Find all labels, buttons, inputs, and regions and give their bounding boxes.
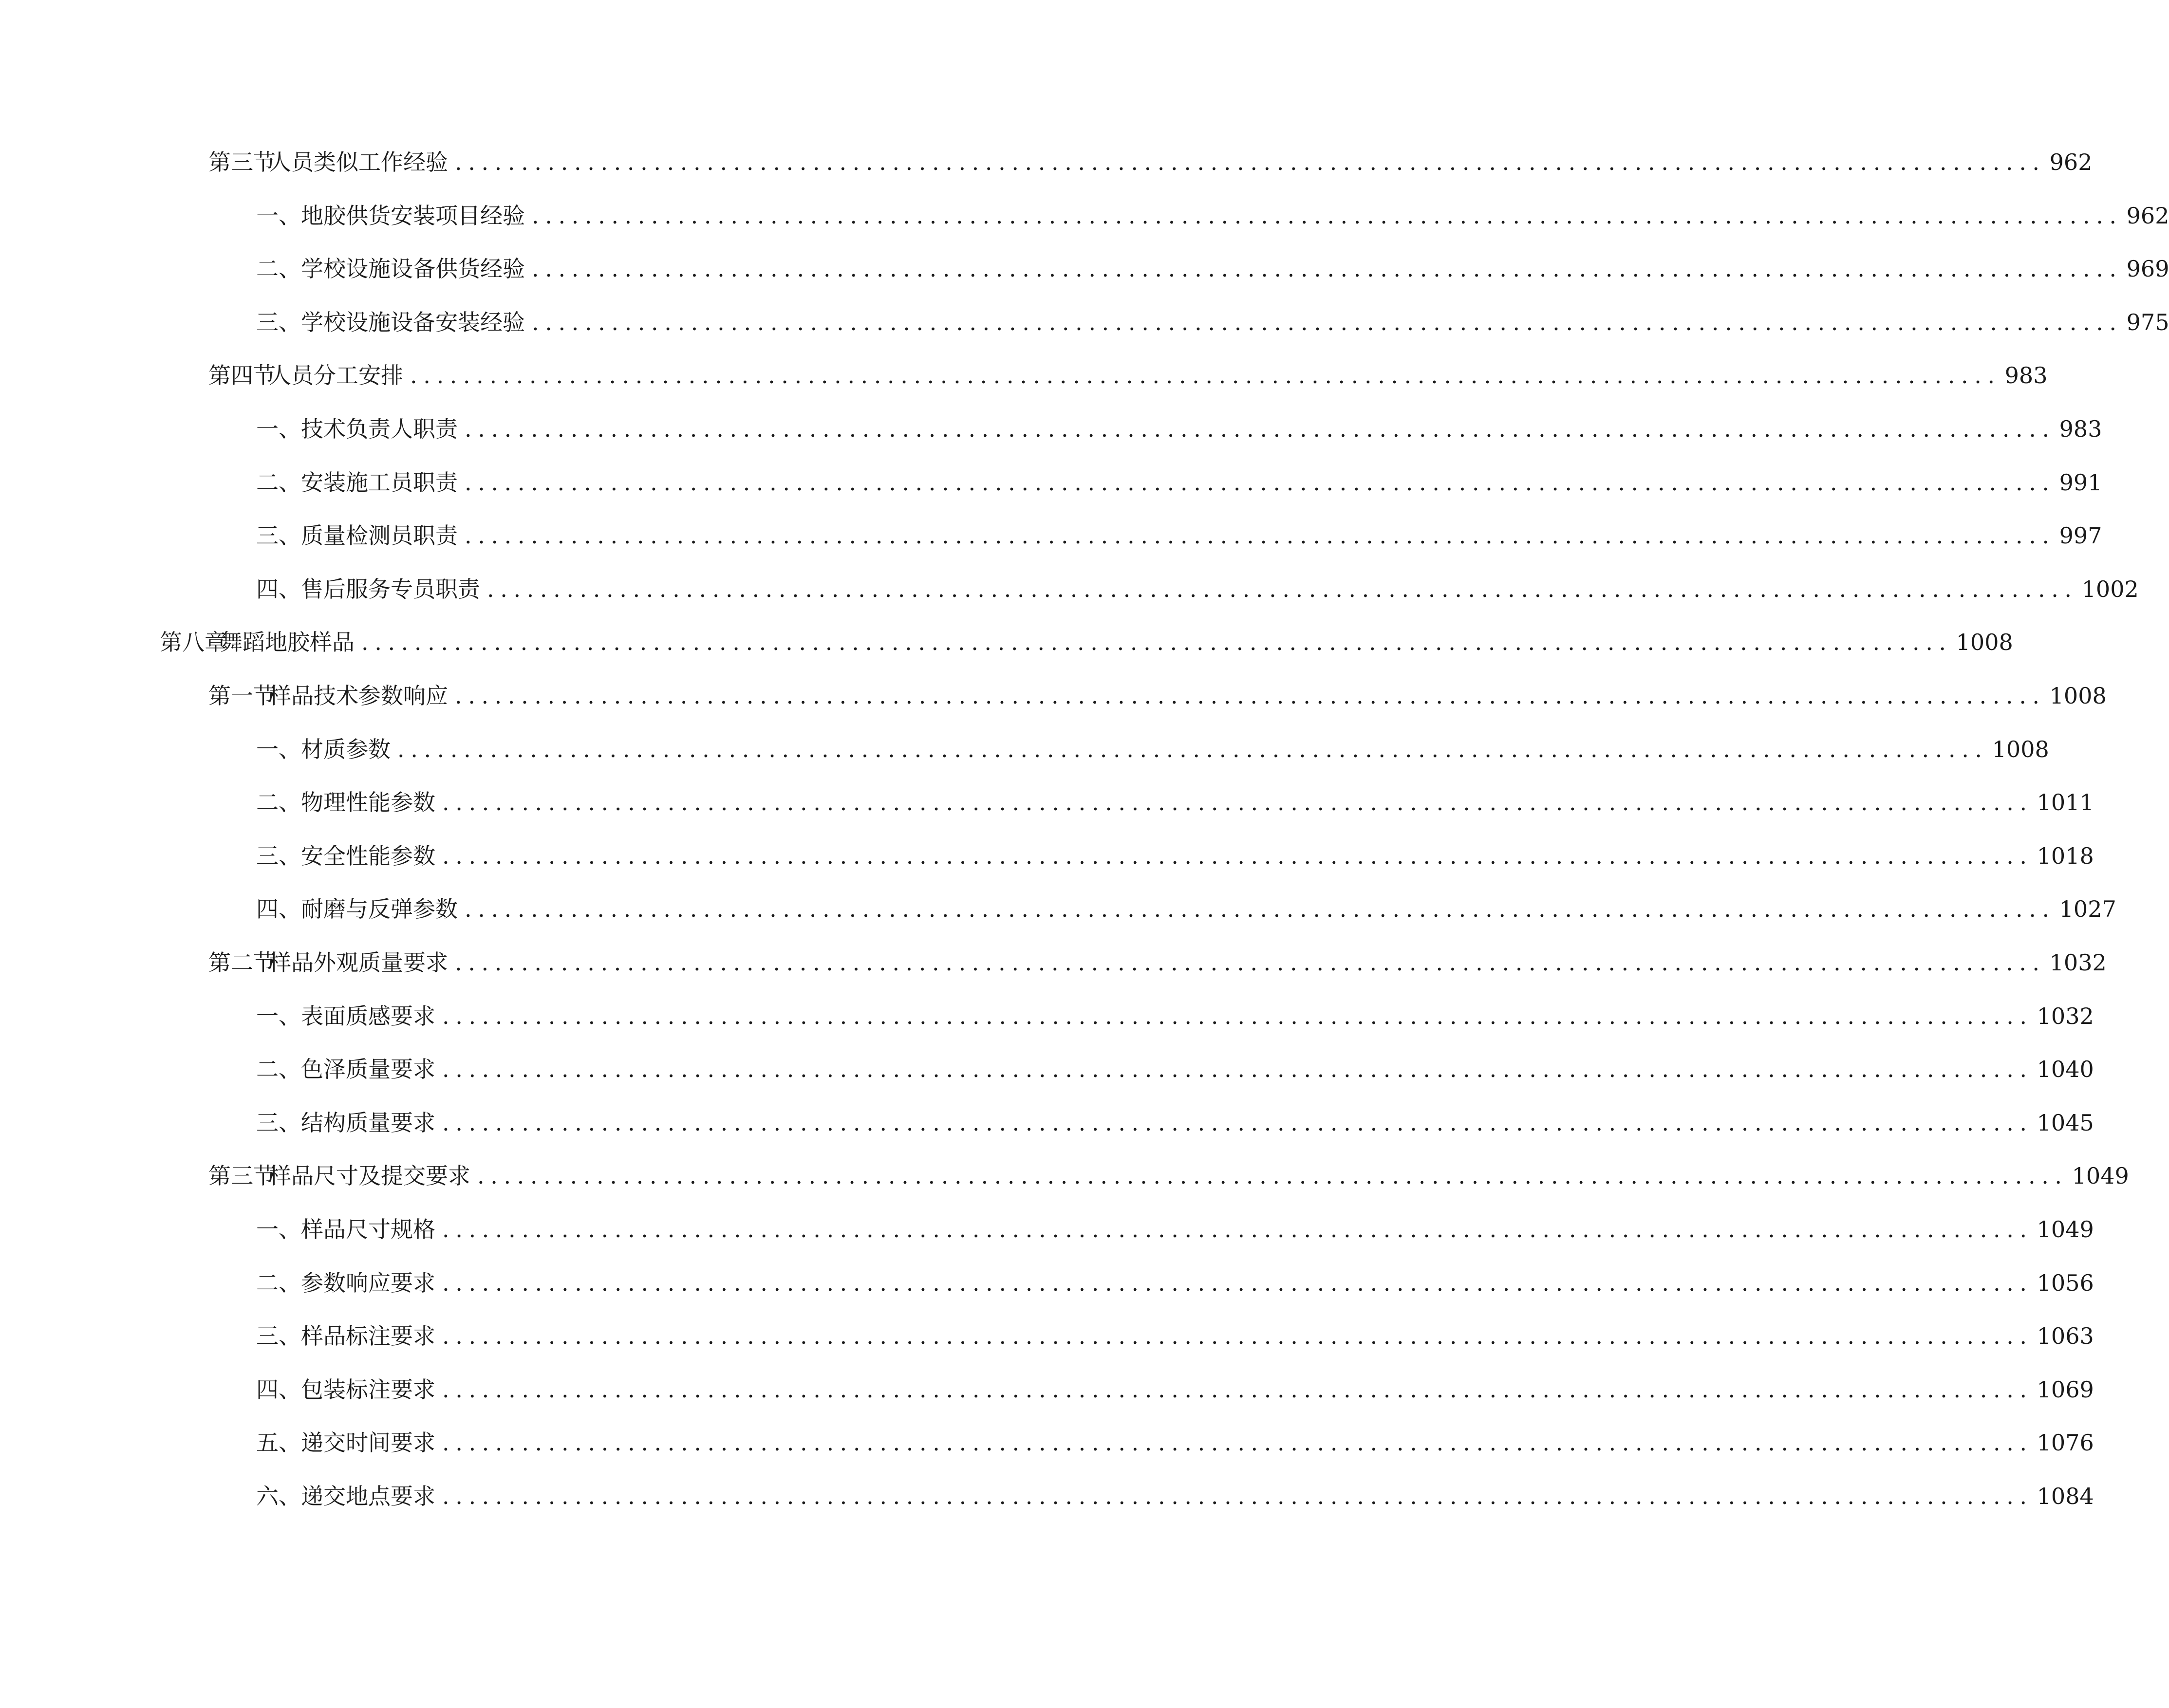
toc-entry-title: 表面质感要求 xyxy=(301,1003,435,1029)
toc-entry-number: 二、 xyxy=(256,789,301,816)
toc-entry[interactable] xyxy=(256,249,2169,288)
toc-entry[interactable] xyxy=(208,676,2107,715)
toc-entry-number: 六、 xyxy=(256,1483,301,1509)
toc-leader-dots: ........................................................................................................................ xyxy=(397,736,1988,762)
toc-leader-dots: ........................................................................................................................ xyxy=(465,469,2056,496)
toc-entry-number: 四、 xyxy=(256,576,301,602)
toc-leader-dots: ........................................................................................................................ xyxy=(465,522,2056,549)
toc-leader-dots: ........................................................................................................................ xyxy=(442,1056,2033,1083)
toc-entry-number: 四、 xyxy=(256,1376,301,1403)
toc-entry-page: 1008 xyxy=(1956,629,2013,656)
toc-entry-number: 第四节 xyxy=(208,362,276,389)
toc-entry-title: 地胶供货安装项目经验 xyxy=(301,202,525,229)
toc-entry-title: 学校设施设备供货经验 xyxy=(301,256,525,282)
toc-leader-dots: ........................................................................................................................ xyxy=(442,1376,2033,1403)
toc-entry-page: 1040 xyxy=(2037,1056,2094,1083)
toc-entry-number: 第一节 xyxy=(208,683,276,709)
toc-entry-page: 1002 xyxy=(2081,576,2139,602)
toc-entry[interactable] xyxy=(208,143,2093,182)
toc-entry[interactable] xyxy=(256,730,2049,769)
toc-entry[interactable] xyxy=(256,836,2094,875)
toc-entry-page: 1056 xyxy=(2037,1269,2094,1296)
toc-entry-title: 售后服务专员职责 xyxy=(301,576,480,602)
toc-entry-title: 结构质量要求 xyxy=(301,1109,435,1136)
toc-entry-title: 安全性能参数 xyxy=(301,842,435,869)
toc-entry-page: 962 xyxy=(2049,149,2093,175)
toc-entry-title: 参数响应要求 xyxy=(301,1269,435,1296)
toc-leader-dots: ........................................................................................................................ xyxy=(442,1323,2033,1350)
toc-entry-page: 1063 xyxy=(2037,1323,2094,1350)
toc-leader-dots: ........................................................................................................................ xyxy=(442,1269,2033,1296)
toc-entry-page: 997 xyxy=(2059,522,2102,549)
toc-entry-number: 第二节 xyxy=(208,949,276,976)
toc-entry-page: 1032 xyxy=(2049,949,2107,976)
toc-entry-page: 983 xyxy=(2004,362,2048,389)
toc-entry-page: 1018 xyxy=(2037,842,2094,869)
toc-entry-page: 1011 xyxy=(2037,789,2094,816)
toc-entry-page: 983 xyxy=(2059,416,2102,442)
toc-leader-dots: ........................................................................................................................ xyxy=(442,1483,2033,1509)
toc-entry-title: 物理性能参数 xyxy=(301,789,435,816)
toc-leader-dots: ........................................................................................................................ xyxy=(477,1163,2068,1189)
toc-entry[interactable] xyxy=(256,303,2169,342)
toc-entry-title: 递交地点要求 xyxy=(301,1483,435,1509)
toc-entry-page: 1084 xyxy=(2037,1483,2094,1509)
toc-entry[interactable] xyxy=(256,890,2116,928)
toc-entry-number: 第八章 xyxy=(160,629,227,656)
toc-leader-dots: ........................................................................................................................ xyxy=(487,576,2078,602)
toc-entry[interactable] xyxy=(256,1317,2094,1355)
toc-entry-page: 1069 xyxy=(2037,1376,2094,1403)
toc-entry-number: 一、 xyxy=(256,416,301,442)
toc-leader-dots: ........................................................................................................................ xyxy=(410,362,2001,389)
toc-entry[interactable] xyxy=(256,783,2094,822)
toc-entry-page: 969 xyxy=(2126,256,2169,282)
toc-entry-number: 第三节 xyxy=(208,1163,276,1189)
toc-entry-number: 三、 xyxy=(256,1109,301,1136)
toc-leader-dots: ........................................................................................................................ xyxy=(442,842,2033,869)
toc-entry-page: 1027 xyxy=(2059,896,2116,923)
toc-leader-dots: ........................................................................................................................ xyxy=(532,202,2123,229)
toc-entry[interactable] xyxy=(256,516,2102,555)
toc-entry-page: 1008 xyxy=(1992,736,2049,762)
toc-entry-title: 样品尺寸及提交要求 xyxy=(269,1163,470,1189)
toc-entry-page: 975 xyxy=(2126,309,2169,335)
toc-entry-title: 色泽质量要求 xyxy=(301,1056,435,1083)
toc-leader-dots: ........................................................................................................................ xyxy=(465,416,2056,442)
toc-entry[interactable] xyxy=(208,1156,2129,1195)
toc-entry-title: 材质参数 xyxy=(301,736,391,762)
toc-leader-dots: ........................................................................................................................ xyxy=(455,949,2046,976)
toc-entry-page: 1045 xyxy=(2037,1109,2094,1136)
toc-entry[interactable] xyxy=(256,1103,2094,1142)
toc-entry-title: 耐磨与反弹参数 xyxy=(301,896,458,923)
toc-entry-title: 样品技术参数响应 xyxy=(269,683,448,709)
toc-entry[interactable] xyxy=(256,196,2169,235)
toc-entry[interactable] xyxy=(256,1263,2094,1302)
toc-entry-number: 二、 xyxy=(256,469,301,496)
toc-entry-title: 学校设施设备安装经验 xyxy=(301,309,525,335)
toc-entry-title: 样品标注要求 xyxy=(301,1323,435,1350)
toc-entry-page: 1076 xyxy=(2037,1430,2094,1456)
toc-entry[interactable] xyxy=(256,1050,2094,1089)
toc-leader-dots: ........................................................................................................................ xyxy=(442,1109,2033,1136)
toc-leader-dots: ........................................................................................................................ xyxy=(465,896,2056,923)
toc-entry[interactable] xyxy=(256,409,2102,448)
toc-entry-number: 二、 xyxy=(256,1269,301,1296)
toc-entry-title: 技术负责人职责 xyxy=(301,416,458,442)
toc-entry-number: 五、 xyxy=(256,1430,301,1456)
toc-entry-page: 1032 xyxy=(2037,1003,2094,1029)
toc-entry-title: 人员分工安排 xyxy=(269,362,403,389)
toc-leader-dots: ........................................................................................................................ xyxy=(361,629,1952,656)
toc-entry[interactable] xyxy=(256,1210,2094,1249)
toc-leader-dots: ........................................................................................................................ xyxy=(532,309,2123,335)
toc-entry-number: 一、 xyxy=(256,202,301,229)
toc-entry[interactable] xyxy=(256,1477,2094,1516)
toc-leader-dots: ........................................................................................................................ xyxy=(455,683,2046,709)
toc-entry[interactable] xyxy=(256,570,2139,609)
toc-entry-page: 1008 xyxy=(2049,683,2107,709)
toc-entry-number: 三、 xyxy=(256,522,301,549)
toc-entry-page: 1049 xyxy=(2072,1163,2129,1189)
toc-leader-dots: ........................................................................................................................ xyxy=(442,1430,2033,1456)
toc-entry-number: 一、 xyxy=(256,1003,301,1029)
toc-entry-title: 舞蹈地胶样品 xyxy=(220,629,355,656)
toc-entry[interactable] xyxy=(256,1370,2094,1409)
toc-entry-title: 质量检测员职责 xyxy=(301,522,458,549)
toc-entry-title: 递交时间要求 xyxy=(301,1430,435,1456)
toc-leader-dots: ........................................................................................................................ xyxy=(532,256,2123,282)
toc-entry-title: 包装标注要求 xyxy=(301,1376,435,1403)
toc-entry[interactable] xyxy=(256,463,2102,502)
toc-entry-number: 四、 xyxy=(256,896,301,923)
toc-entry-number: 二、 xyxy=(256,256,301,282)
toc-entry-number: 三、 xyxy=(256,842,301,869)
toc-entry-page: 991 xyxy=(2059,469,2102,496)
toc-entry[interactable] xyxy=(208,356,2048,395)
toc-entry[interactable] xyxy=(256,997,2094,1036)
toc-entry[interactable] xyxy=(208,943,2107,982)
toc-entry-title: 人员类似工作经验 xyxy=(269,149,448,175)
toc-entry-number: 二、 xyxy=(256,1056,301,1083)
toc-entry-number: 一、 xyxy=(256,736,301,762)
toc-entry-number: 三、 xyxy=(256,1323,301,1350)
toc-entry-title: 样品尺寸规格 xyxy=(301,1216,435,1243)
toc-entry[interactable] xyxy=(160,623,2013,662)
toc-leader-dots: ........................................................................................................................ xyxy=(442,1003,2033,1029)
toc-entry-number: 第三节 xyxy=(208,149,276,175)
toc-leader-dots: ........................................................................................................................ xyxy=(442,789,2033,816)
toc-entry-title: 安装施工员职责 xyxy=(301,469,458,496)
toc-leader-dots: ........................................................................................................................ xyxy=(455,149,2046,175)
toc-entry-number: 三、 xyxy=(256,309,301,335)
toc-entry-page: 1049 xyxy=(2037,1216,2094,1243)
toc-entry-number: 一、 xyxy=(256,1216,301,1243)
toc-leader-dots: ........................................................................................................................ xyxy=(442,1216,2033,1243)
toc-entry-title: 样品外观质量要求 xyxy=(269,949,448,976)
toc-entry-page: 962 xyxy=(2126,202,2169,229)
toc-entry[interactable] xyxy=(256,1423,2094,1462)
